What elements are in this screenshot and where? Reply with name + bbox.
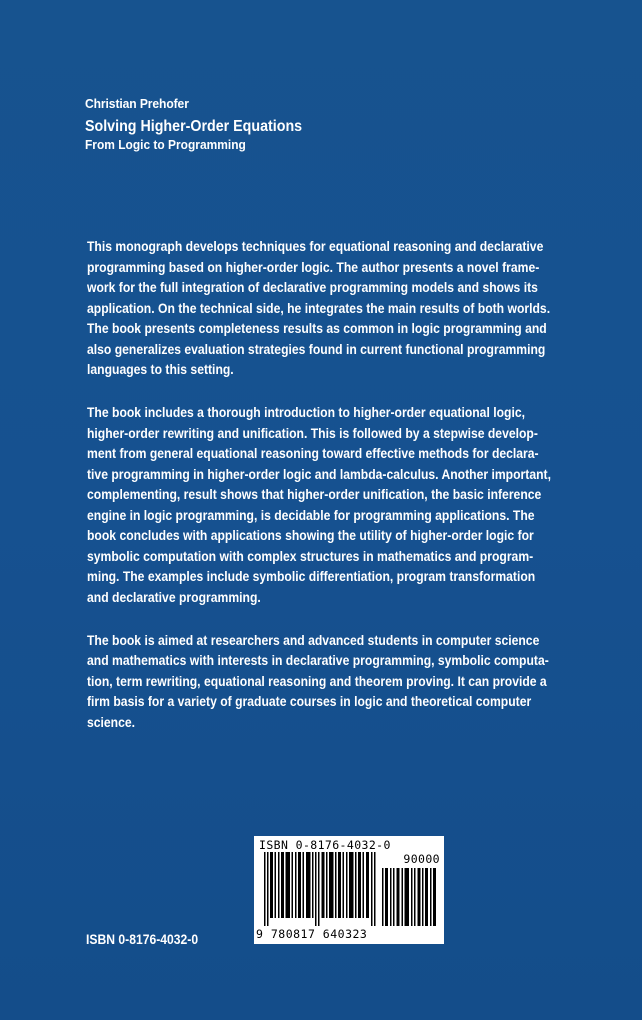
text-line: This monograph develops techniques for equational reasoning and declarative (87, 239, 544, 254)
text-line: book concludes with applications showing the utility of higher-order logic for (87, 528, 534, 543)
isbn-footer: ISBN 0-8176-4032-0 (86, 932, 199, 947)
text-line: tion, term rewriting, equational reasoning and theorem proving. It can provide a (87, 673, 547, 689)
barcode-price-code: 90000 (403, 852, 440, 866)
text-line: The book presents completeness results as common in logic programming and (87, 321, 547, 336)
blurb-paragraph-2 (87, 403, 642, 608)
book-header (85, 96, 505, 153)
blurb-paragraph-3 (87, 631, 642, 734)
ean-barcode-icon (264, 852, 376, 926)
barcode-isbn-text: ISBN 0-8176-4032-0 (259, 838, 391, 852)
text-line: firm basis for a variety of graduate courses in logic and theoretical computer (87, 694, 532, 709)
text-line: The book includes a thorough introduction to higher-order equational logic, (87, 405, 525, 420)
text-line: ming. The examples include symbolic differentiation, program transformation (87, 569, 536, 584)
text-line: and mathematics with interests in declarative programming, symbolic computa- (87, 653, 549, 668)
text-line: languages to this setting. (87, 362, 234, 377)
text-line: programming based on higher-order logic. The author presents a novel frame- (87, 259, 540, 275)
text-line: and declarative programming. (87, 589, 261, 605)
book-title: Solving Higher-Order Equations (85, 118, 303, 135)
text-line: higher-order rewriting and unification. This is followed by a stepwise develop- (87, 425, 538, 441)
text-line: symbolic computation with complex structures in mathematics and program- (87, 548, 534, 564)
text-line: engine in logic programming, is decidable for programming applications. The (87, 507, 535, 523)
book-subtitle: From Logic to Programming (85, 137, 246, 152)
barcode-ean-digits: 9 780817 640323 (256, 927, 368, 941)
text-line: tive programming in higher-order logic and lambda-calculus. Another important, (87, 466, 551, 482)
text-line: The book is aimed at researchers and advanced students in computer science (87, 632, 540, 648)
blurb-paragraph-1 (87, 237, 642, 381)
text-line: work for the full integration of declarative programming models and shows its (87, 280, 538, 295)
blurb-text (87, 237, 642, 756)
text-line: ment from general equational reasoning toward effective methods for declara- (87, 446, 539, 461)
barcode-label (254, 836, 444, 944)
text-line: complementing, result shows that higher-order unification, the basic inference (87, 487, 542, 502)
price-addon-barcode-icon (382, 868, 438, 926)
text-line: also generalizes evaluation strategies found in current functional programming (87, 341, 546, 357)
text-line: science. (87, 714, 136, 730)
author-name: Christian Prehofer (85, 96, 189, 111)
text-line: application. On the technical side, he integrates the main results of both worlds. (87, 300, 551, 316)
